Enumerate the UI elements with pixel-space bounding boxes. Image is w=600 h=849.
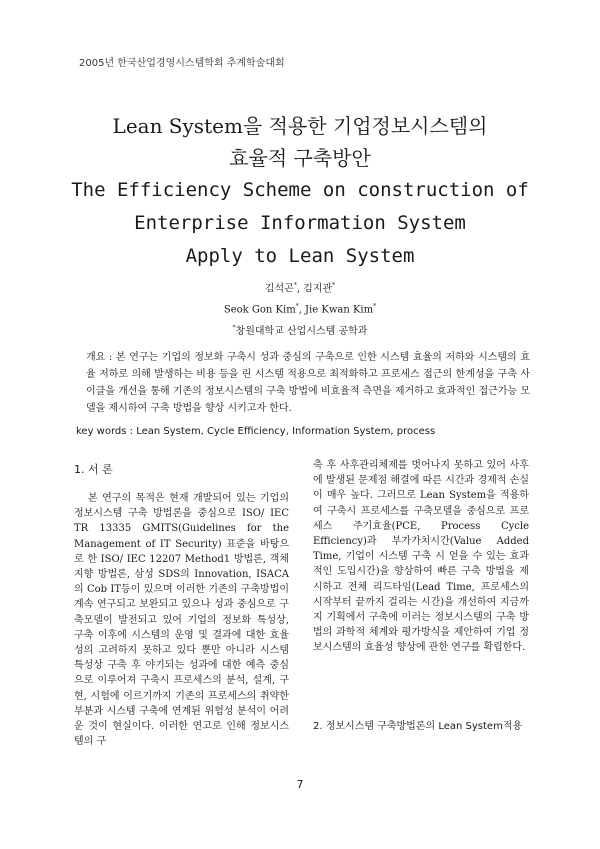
title-block <box>0 110 600 273</box>
affiliation <box>0 322 600 337</box>
affiliation-text: 창원대학교 산업시스템 공학과 <box>235 326 368 337</box>
affiliation-mark: * <box>232 324 236 332</box>
title-english-line-3: Apply to Lean System <box>185 245 415 267</box>
affiliation-mark: * <box>293 282 297 289</box>
section-1-body-left: 본 연구의 목적은 현재 개발되어 있는 기업의 정보시스템 구축 방법론을 중심으로 ISO/ IEC TR 13335 GMITS(Guidelines for the Management of IT Security) 표준을 바탕으로 한 ISO/ IEC 12207 Method1 방법론, 객체지향 방법론, 삼성 SDS의 Innovation, ISACA의 Cob IT등이 있으며 이러한 기존의 구축방법이 계속 연구되고 보완되고 있으나 성과 중심으로 구축모델이 발전되고 있어 기업의 정보화 특성상, 구축 이후에 시스템의 운영 및 결과에 대한 효율성의 고려하지 못하고 있다 뿐만 아니라 시스템 특성상 구축 후 야기되는 성과에 대한 예측 중심으로 이루어져 구축시 프로세스의 분석, 설계, 구현, 시험에 이르기까지 기존의 프로세스의 취약한 부분과 시스템 구축에 연계된 위험성 분석이 어려운 것이 현실이다. 이러한 연고로 인해 정보시스템의 구 <box>74 493 289 748</box>
title-korean-line-1: Lean System을 적용한 기업정보시스템의 <box>112 114 488 138</box>
author-2-korean: 김지관 <box>303 283 333 295</box>
affiliation-mark: * <box>373 303 377 311</box>
abstract: 개요 : 본 연구는 기업의 정보화 구축시 성과 중심의 구축으로 인한 시스템 효율의 저하와 시스템의 효율 저하로 의해 발생하는 비용 등을 린 시스템 적용으로 최적화하고 프로세스 접근의 한계성을 구축 사이클을 개선을 통해 기존의 정보시스템의 구축 방법에 비효율적 측면을 제거하고 효과적인 접근가능 모델을 제시하여 구축 방법을 향상 시키고자 한다. <box>86 352 530 414</box>
section-1-heading: 1. 서 론 <box>74 463 113 476</box>
authors <box>0 277 600 320</box>
author-2-english: Jie Kwan Kim <box>305 304 374 316</box>
title-korean-line-2: 효율적 구축방안 <box>229 146 371 170</box>
page-number: 7 <box>296 778 304 791</box>
authors-korean <box>0 277 600 298</box>
author-1-korean: 김석곤 <box>264 283 294 295</box>
section-1-body-right: 축 후 사후관리체제를 벗어나지 못하고 있어 사후에 발생된 문제점 해결에 따른 시간과 경제적 손실이 매우 높다. 그러므로 Lean System을 적용하여 구축시 프로세스를 구축모델을 중심으로 프로세스 주기효율(PCE, Process Cycle Efficiency)과 부가가치시간(Value Added Time, 기업이 시스템 구축 시 얻을 수 있는 효과적인 도입시간)을 향상하여 빠른 구축 방법을 제시하고 전체 리드타임(Lead Time, 프로세스의 시작부터 끝까지 걸리는 시간)을 개선하여 지금까지 기획에서 구축에 이러는 정보시스템의 구축 방법의 과학적 체계와 평가방식을 제안하여 기업 정보시스템의 효율성 향상에 관한 연구를 확립한다. <box>313 460 529 654</box>
affiliation-mark: * <box>295 303 299 311</box>
author-separator: , <box>296 283 304 295</box>
title-english-line-2: Enterprise Information System <box>134 212 466 234</box>
section-2-heading: 2. 정보시스템 구축방법론의 Lean System적용 <box>313 721 523 732</box>
affiliation-mark: * <box>332 282 336 289</box>
authors-english <box>0 298 600 319</box>
running-head: 2005년 한국산업경영시스템학회 추계학술대회 <box>79 58 285 69</box>
keywords: key words : Lean System, Cycle Efficiency, Information System, process <box>76 426 436 437</box>
title-english-line-1: The Efficiency Scheme on construction of <box>71 179 529 201</box>
author-separator: , <box>298 304 306 316</box>
author-1-english: Seok Gon Kim <box>223 304 296 316</box>
